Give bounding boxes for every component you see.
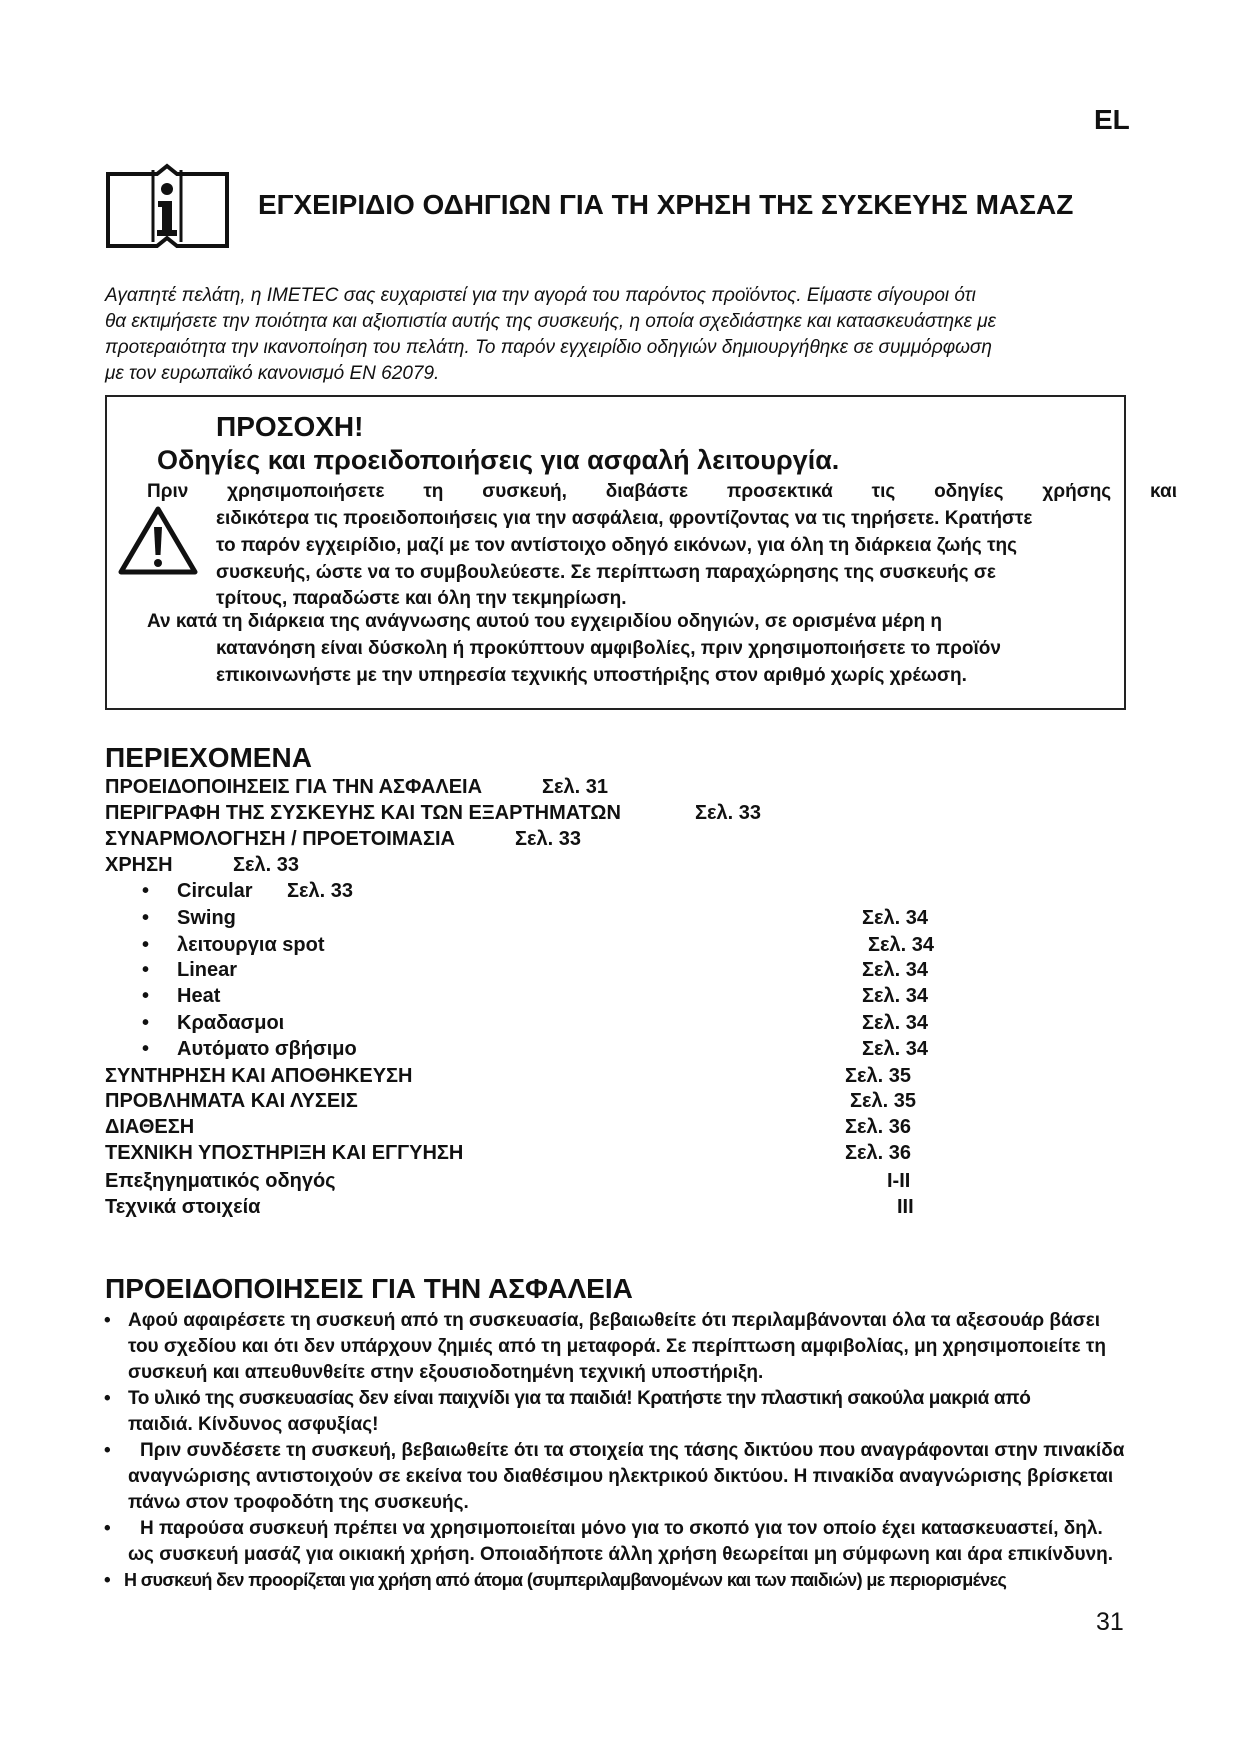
toc-label: ΠΡΟΕΙΔΟΠΟΙΗΣΕΙΣ ΓΙΑ ΤΗΝ ΑΣΦΑΛΕΙΑ (105, 776, 483, 798)
intro-line: προτεραιότητα την ικανοποίηση του πελάτη. Το παρόν εγχειρίδιο οδηγιών δημιουργήθηκε σε συμμόρφωση (105, 337, 992, 358)
warning-word: χρήσης (1042, 481, 1112, 502)
language-code: EL (1094, 104, 1130, 135)
toc-label: ΤΕΧΝΙΚΗ ΥΠΟΣΤΗΡΙΞΗ ΚΑΙ ΕΓΓΥΗΣΗ (105, 1142, 464, 1164)
toc-bullet: • (142, 934, 150, 956)
warning-triangle-icon (118, 505, 198, 575)
toc-bullet: • (142, 985, 150, 1007)
intro-line: θα εκτιμήσετε την ποιότητα και αξιοπιστία αυτής της συσκευής, η οποία σχεδιάστηκε και κατασκευάστηκε με (105, 311, 996, 332)
toc-page: Σελ. 34 (862, 907, 928, 929)
toc-label: ΣΥΝΤΗΡΗΣΗ ΚΑΙ ΑΠΟΘΗΚΕΥΣΗ (105, 1065, 413, 1087)
toc-page: Σελ. 36 (845, 1116, 911, 1138)
toc-bullet: • (142, 880, 150, 902)
safety-section (0, 1270, 1198, 1610)
safety-bullet: • (104, 1440, 111, 1461)
warning-line: κατανόηση είναι δύσκολη ή προκύπτουν αμφιβολίες, πριν χρησιμοποιήσετε το προϊόν (216, 638, 1001, 659)
safety-line: Αφού αφαιρέσετε τη συσκευή από τη συσκευασία, βεβαιωθείτε ότι περιλαμβάνονται όλα τα αξεσουάρ βάσει (128, 1310, 1101, 1331)
warning-title: ΠΡΟΣΟΧΗ! (216, 411, 364, 442)
safety-line: παιδιά. Κίνδυνος ασφυξίας! (128, 1414, 379, 1435)
toc-page: Σελ. 34 (862, 959, 928, 981)
warning-word: οδηγίες (934, 481, 1004, 502)
safety-line: Η παρούσα συσκευή πρέπει να χρησιμοποιείται μόνο για το σκοπό για τον οποίο έχει κατασκευαστεί, δηλ. (140, 1518, 1103, 1539)
toc-label: ΣΥΝΑΡΜΟΛΟΓΗΣΗ / ΠΡΟΕΤΟΙΜΑΣΙΑ (105, 828, 455, 850)
intro-line: Αγαπητέ πελάτη, η IMETEC σας ευχαριστεί για την αγορά του παρόντος προϊόντος. Είμαστε σίγουροι ότι (105, 285, 976, 306)
safety-bullet: • (104, 1388, 111, 1409)
page-title: ΕΓΧΕΙΡΙΔΙΟ ΟΔΗΓΙΩΝ ΓΙΑ ΤΗ ΧΡΗΣΗ ΤΗΣ ΣΥΣΚΕΥΗΣ ΜΑΣΑΖ (258, 189, 1074, 220)
toc-label: Circular (177, 880, 253, 902)
toc-page: Σελ. 34 (862, 1012, 928, 1034)
toc-page: Σελ. 36 (845, 1142, 911, 1164)
toc-page: Σελ. 34 (862, 985, 928, 1007)
safety-bullet: • (104, 1518, 111, 1539)
toc-label: Αυτόματο σβήσιμο (177, 1038, 357, 1060)
warning-word: χρησιμοποιήσετε (227, 481, 385, 502)
toc-page: Σελ. 33 (695, 802, 761, 824)
toc-label: ΠΡΟΒΛΗΜΑΤΑ ΚΑΙ ΛΥΣΕΙΣ (105, 1090, 358, 1112)
warning-line: Αν κατά τη διάρκεια της ανάγνωσης αυτού του εγχειριδίου οδηγιών, σε ορισμένα μέρη η (147, 611, 942, 632)
toc-bullet: • (142, 1038, 150, 1060)
warning-line: το παρόν εγχειρίδιο, μαζί με τον αντίστοιχο οδηγό εικόνων, για όλη τη διάρκεια ζωής της (216, 535, 1018, 556)
safety-title: ΠΡΟΕΙΔΟΠΟΙΗΣΕΙΣ ΓΙΑ ΤΗΝ ΑΣΦΑΛΕΙΑ (105, 1273, 633, 1304)
safety-line: Η συσκευή δεν προορίζεται για χρήση από άτομα (συμπεριλαμβανομένων και των παιδιών) με περιορισμένες (124, 1570, 1007, 1590)
warning-line: συσκευής, ώστε να το συμβουλεύεστε. Σε περίπτωση παραχώρησης της συσκευής σε (216, 562, 996, 583)
info-manual-icon (105, 162, 230, 250)
warning-first-line (147, 481, 1177, 503)
toc-label: ΠΕΡΙΓΡΑΦΗ ΤΗΣ ΣΥΣΚΕΥΗΣ ΚΑΙ ΤΩΝ ΕΞΑΡΤΗΜΑΤΩΝ (105, 802, 621, 824)
safety-line: πάνω στον τροφοδότη της συσκευής. (128, 1492, 469, 1513)
safety-line: αναγνώρισης αντιστοιχούν σε εκείνα του διαθέσιμου ηλεκτρικού δικτύου. Η πινακίδα αναγνώρισης βρίσκεται (128, 1466, 1114, 1487)
warning-word: Πριν (147, 481, 189, 502)
warning-line: επικοινωνήστε με την υπηρεσία τεχνικής υποστήριξης στον αριθμό χωρίς χρέωση. (216, 665, 967, 686)
safety-bullet: • (104, 1310, 111, 1331)
toc-label: Linear (177, 959, 238, 981)
safety-line: ως συσκευή μασάζ για οικιακή χρήση. Οποιαδήποτε άλλη χρήση θεωρείται μη σύμφωνη και άρα επικίνδυνη. (128, 1544, 1114, 1565)
toc-label: ΧΡΗΣΗ (105, 854, 173, 876)
intro-line: με τον ευρωπαϊκό κανονισμό EN 62079. (105, 363, 440, 384)
safety-line: συσκευή και απευθυνθείτε στην εξουσιοδοτημένη τεχνική υποστήριξη. (128, 1362, 764, 1383)
warning-word: συσκευή, (482, 481, 567, 502)
warning-word: τη (423, 481, 444, 502)
safety-line: Το υλικό της συσκευασίας δεν είναι παιχνίδι για τα παιδιά! Κρατήστε την πλαστική σακούλα μακριά από (128, 1388, 1031, 1409)
warning-word: και (1150, 481, 1177, 502)
toc-page: III (897, 1196, 914, 1218)
toc-bullet: • (142, 1012, 150, 1034)
warning-line: τρίτους, παραδώστε και όλη την τεκμηρίωση. (216, 588, 627, 609)
toc-page: Σελ. 35 (845, 1065, 911, 1087)
warning-word: διαβάστε (605, 481, 688, 502)
toc-page: Σελ. 33 (287, 880, 353, 902)
toc-page: Σελ. 35 (850, 1090, 916, 1112)
warning-word: προσεκτικά (726, 481, 833, 502)
warning-word: τις (871, 481, 896, 502)
toc-label: Heat (177, 985, 221, 1007)
safety-bullet: • (104, 1570, 111, 1591)
toc-label: Επεξηγηματικός οδηγός (105, 1170, 336, 1192)
toc-label: Κραδασμοι (177, 1012, 285, 1034)
toc-label: λειτουργια spot (177, 934, 325, 956)
intro-paragraph (105, 283, 1135, 387)
toc-title: ΠΕΡΙΕΧΟΜΕΝΑ (105, 742, 312, 773)
toc-page: Σελ. 34 (862, 1038, 928, 1060)
toc-label: ΔΙΑΘΕΣΗ (105, 1116, 195, 1138)
warning-subtitle: Οδηγίες και προειδοποιήσεις για ασφαλή λειτουργία. (157, 445, 840, 475)
toc-bullet: • (142, 907, 150, 929)
warning-line: ειδικότερα τις προειδοποιήσεις για την ασφάλεια, φροντίζοντας να τις τηρήσετε. Κρατήστε (216, 508, 1033, 529)
toc-label: Τεχνικά στοιχεία (105, 1196, 261, 1218)
safety-line: του σχεδίου και ότι δεν υπάρχουν ζημιές από τη μεταφορά. Σε περίπτωση αμφιβολίας, μη χρησιμοποιείτε τη (128, 1336, 1106, 1357)
toc-page: I-II (887, 1170, 911, 1192)
toc-page: Σελ. 34 (868, 934, 934, 956)
toc-page: Σελ. 31 (542, 776, 608, 798)
toc-bullet: • (142, 959, 150, 981)
toc-page: Σελ. 33 (233, 854, 299, 876)
toc-label: Swing (177, 907, 236, 929)
toc-page: Σελ. 33 (515, 828, 581, 850)
safety-line: Πριν συνδέσετε τη συσκευή, βεβαιωθείτε ότι τα στοιχεία της τάσης δικτύου που αναγράφονται στην πινακίδα (140, 1440, 1125, 1461)
page-number: 31 (1096, 1608, 1124, 1636)
